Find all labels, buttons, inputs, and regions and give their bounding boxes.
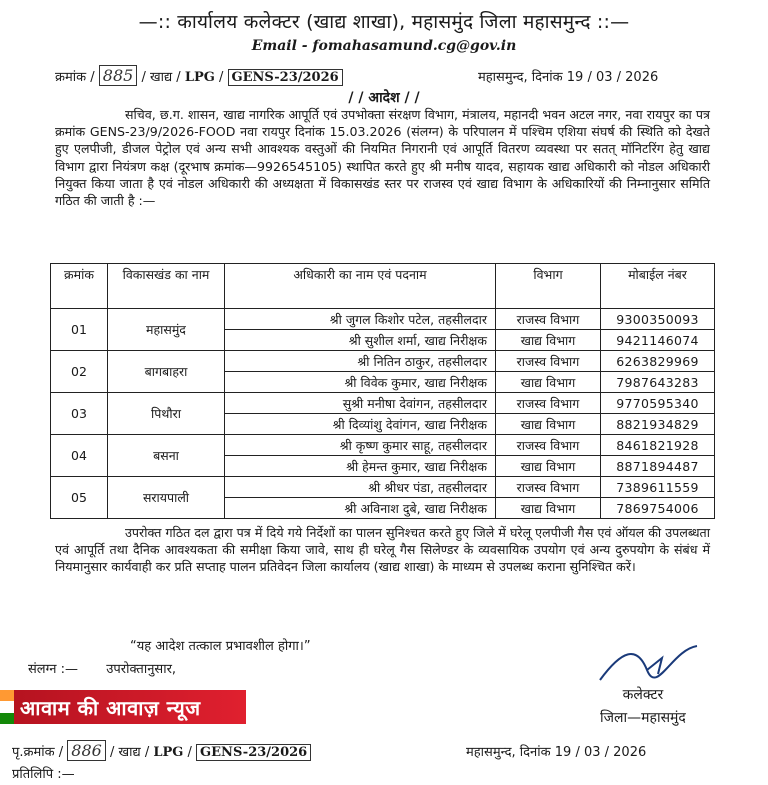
footer-place-date-label: महासमुन्द, दिनांक [466,745,551,760]
watermark-text: आवाम की आवाज़ न्यूज [20,695,201,720]
cell-block: बागबाहरा [108,351,225,393]
header-mobile: मोबाईल नंबर [601,264,715,309]
cell-officer: श्री श्रीधर पंडा, तहसीलदार [225,477,496,498]
cell-officer: श्री अविनाश दुबे, खाद्य निरीक्षक [225,498,496,519]
enclosure-value: उपरोक्तानुसार, [106,662,177,677]
cell-sno: 01 [51,309,108,351]
reference-dept: खाद्य [149,70,173,85]
effect-line: “यह आदेश तत्काल प्रभावशील होगा।” [130,639,311,654]
cell-mobile: 8461821928 [601,435,715,456]
cell-officer: श्री हेमन्त कुमार, खाद्य निरीक्षक [225,456,496,477]
reference-number: 885 [99,65,138,86]
cell-officer: श्री विवेक कुमार, खाद्य निरीक्षक [225,372,496,393]
signature-block [600,685,686,727]
cell-block: पिथौरा [108,393,225,435]
reference-line: क्रमांक / 885 / खाद्य / LPG / GENS-23/2026 [55,65,343,86]
cell-mobile: 7869754006 [601,498,715,519]
cell-mobile: 7987643283 [601,372,715,393]
cell-dept: खाद्य विभाग [496,330,601,351]
cell-mobile: 8871894487 [601,456,715,477]
cell-officer: श्री कृष्ण कुमार साहू, तहसीलदार [225,435,496,456]
cell-mobile: 7389611559 [601,477,715,498]
table-row [51,435,715,456]
cell-dept: खाद्य विभाग [496,414,601,435]
cell-mobile: 9421146074 [601,330,715,351]
table-row [51,477,715,498]
cell-block: महासमुंद [108,309,225,351]
signature-district: जिला—महासमुंद [600,710,686,726]
cell-dept: खाद्य विभाग [496,456,601,477]
footer-lpg: LPG [153,745,184,760]
cell-dept: राजस्व विभाग [496,435,601,456]
cell-dept: राजस्व विभाग [496,351,601,372]
closing-paragraph-text: उपरोक्त गठित दल द्वारा पत्र में दिये गये निर्देशों का पालन सुनिश्चत करते हुए जिले में घरेलू एलपीजी गैस एवं ऑयल की उपलब्धता एवं आपूर्ति तथा दैनिक आवश्यकता की समीक्षा किया जावे, साथ ही घरेलू गैस सिलेण्डर के व्यवसायिक उपयोग एवं अन्य दुरुपयोग के संबंध में नियमानुसार कार्यवाही कर प्रति सप्ताह पालन प्रतिवेदन जिला कार्यालय (खाद्य शाखा) के माध्यम से उपलब्ध कराना सुनिश्चित करें। [55,525,710,575]
reference-lpg: LPG [184,70,215,85]
cell-mobile: 9770595340 [601,393,715,414]
cell-sno: 02 [51,351,108,393]
cell-officer: सुश्री मनीषा देवांगन, तहसीलदार [225,393,496,414]
reference-date-line [478,67,658,85]
footer-number: 886 [67,740,106,761]
cell-dept: खाद्य विभाग [496,372,601,393]
table-header-row [51,264,715,309]
order-title: / / आदेश / / [348,90,420,106]
table-row [51,393,715,414]
cell-sno: 05 [51,477,108,519]
reference-place-date-label: महासमुन्द, दिनांक [478,70,563,85]
cell-dept: राजस्व विभाग [496,477,601,498]
closing-paragraph [55,524,710,576]
header-dept: विभाग [496,264,601,309]
table-row [51,309,715,330]
footer-date-line [466,742,646,760]
cell-mobile: 9300350093 [601,309,715,330]
cell-officer: श्री जुगल किशोर पटेल, तहसीलदार [225,309,496,330]
cell-mobile: 8821934829 [601,414,715,435]
footer-reference-line: पृ.क्रमांक / 886 / खाद्य / LPG / GENS-23/2026 [12,740,311,761]
enclosure-line [28,659,176,677]
office-email: Email - fomahasamund.cg@gov.in [251,38,517,54]
body-paragraph [55,106,710,209]
cell-officer: श्री सुशील शर्मा, खाद्य निरीक्षक [225,330,496,351]
cell-dept: राजस्व विभाग [496,309,601,330]
header-block: विकासखंड का नाम [108,264,225,309]
reference-prefix: क्रमांक [55,70,87,85]
cell-officer: श्री दिव्यांशु देवांगन, खाद्य निरीक्षक [225,414,496,435]
cell-sno: 04 [51,435,108,477]
footer-code: GENS-23/2026 [196,744,311,761]
header-sno: क्रमांक [51,264,108,309]
news-watermark-banner [0,690,246,724]
cell-dept: राजस्व विभाग [496,393,601,414]
cell-dept: खाद्य विभाग [496,498,601,519]
cell-sno: 03 [51,393,108,435]
header-officer: अधिकारी का नाम एवं पदनाम [225,264,496,309]
reference-code: GENS-23/2026 [228,69,343,86]
signature-scribble [592,640,702,690]
footer-date: 19 / 03 / 2026 [554,745,647,760]
signature-designation: कलेक्टर [622,687,664,703]
footer-dept: खाद्य [118,745,141,760]
footer-prefix: पृ.क्रमांक [12,745,55,760]
cell-block: सरायपाली [108,477,225,519]
body-paragraph-text: सचिव, छ.ग. शासन, खाद्य नागरिक आपूर्ति एवं उपभोक्ता संरक्षण विभाग, मंत्रालय, महानदी भवन अटल नगर, नवा रायपुर का पत्र क्रमांक GENS-23/9/2026-FOOD नवा रायपुर दिनांक 15.03.2026 (संलग्न) के परिपालन में पश्चिम एशिया संघर्ष की स्थिति को देखते हुए एलपीजी, डीजल पेट्रोल एवं अन्य सभी आवश्यक वस्तुओं की नियमित निगरानी एवं आपूर्ति वितरण व्यवस्था पर सतत् मॉनिटरिंग हेतु खाद्य विभाग द्वारा नियंत्रण कक्ष (दूरभाष क्रमांक—9926545105) स्थापित करते हुए श्री मनीष यादव, सहायक खाद्य अधिकारी को नोडल अधिकारी नियुक्त किया जाता है एवं नोडल अधिकारी की अध्यक्षता में विकासखंड स्तर पर राजस्व एवं खाद्य विभाग के अधिकारियों की निम्नानुसार समिति गठित की जाती है :— [55,107,710,209]
reference-date: 19 / 03 / 2026 [566,70,659,85]
cell-mobile: 6263829969 [601,351,715,372]
flag-icon [0,690,14,724]
cell-officer: श्री नितिन ठाकुर, तहसीलदार [225,351,496,372]
office-title: —:: कार्यालय कलेक्टर (खाद्य शाखा), महासमुंद जिला महासमुन्द ::— [138,11,630,33]
copy-label: प्रतिलिपि :— [12,767,75,782]
enclosure-label: संलग्न :— [28,662,78,677]
table-row [51,351,715,372]
cell-block: बसना [108,435,225,477]
committee-table [50,263,715,519]
